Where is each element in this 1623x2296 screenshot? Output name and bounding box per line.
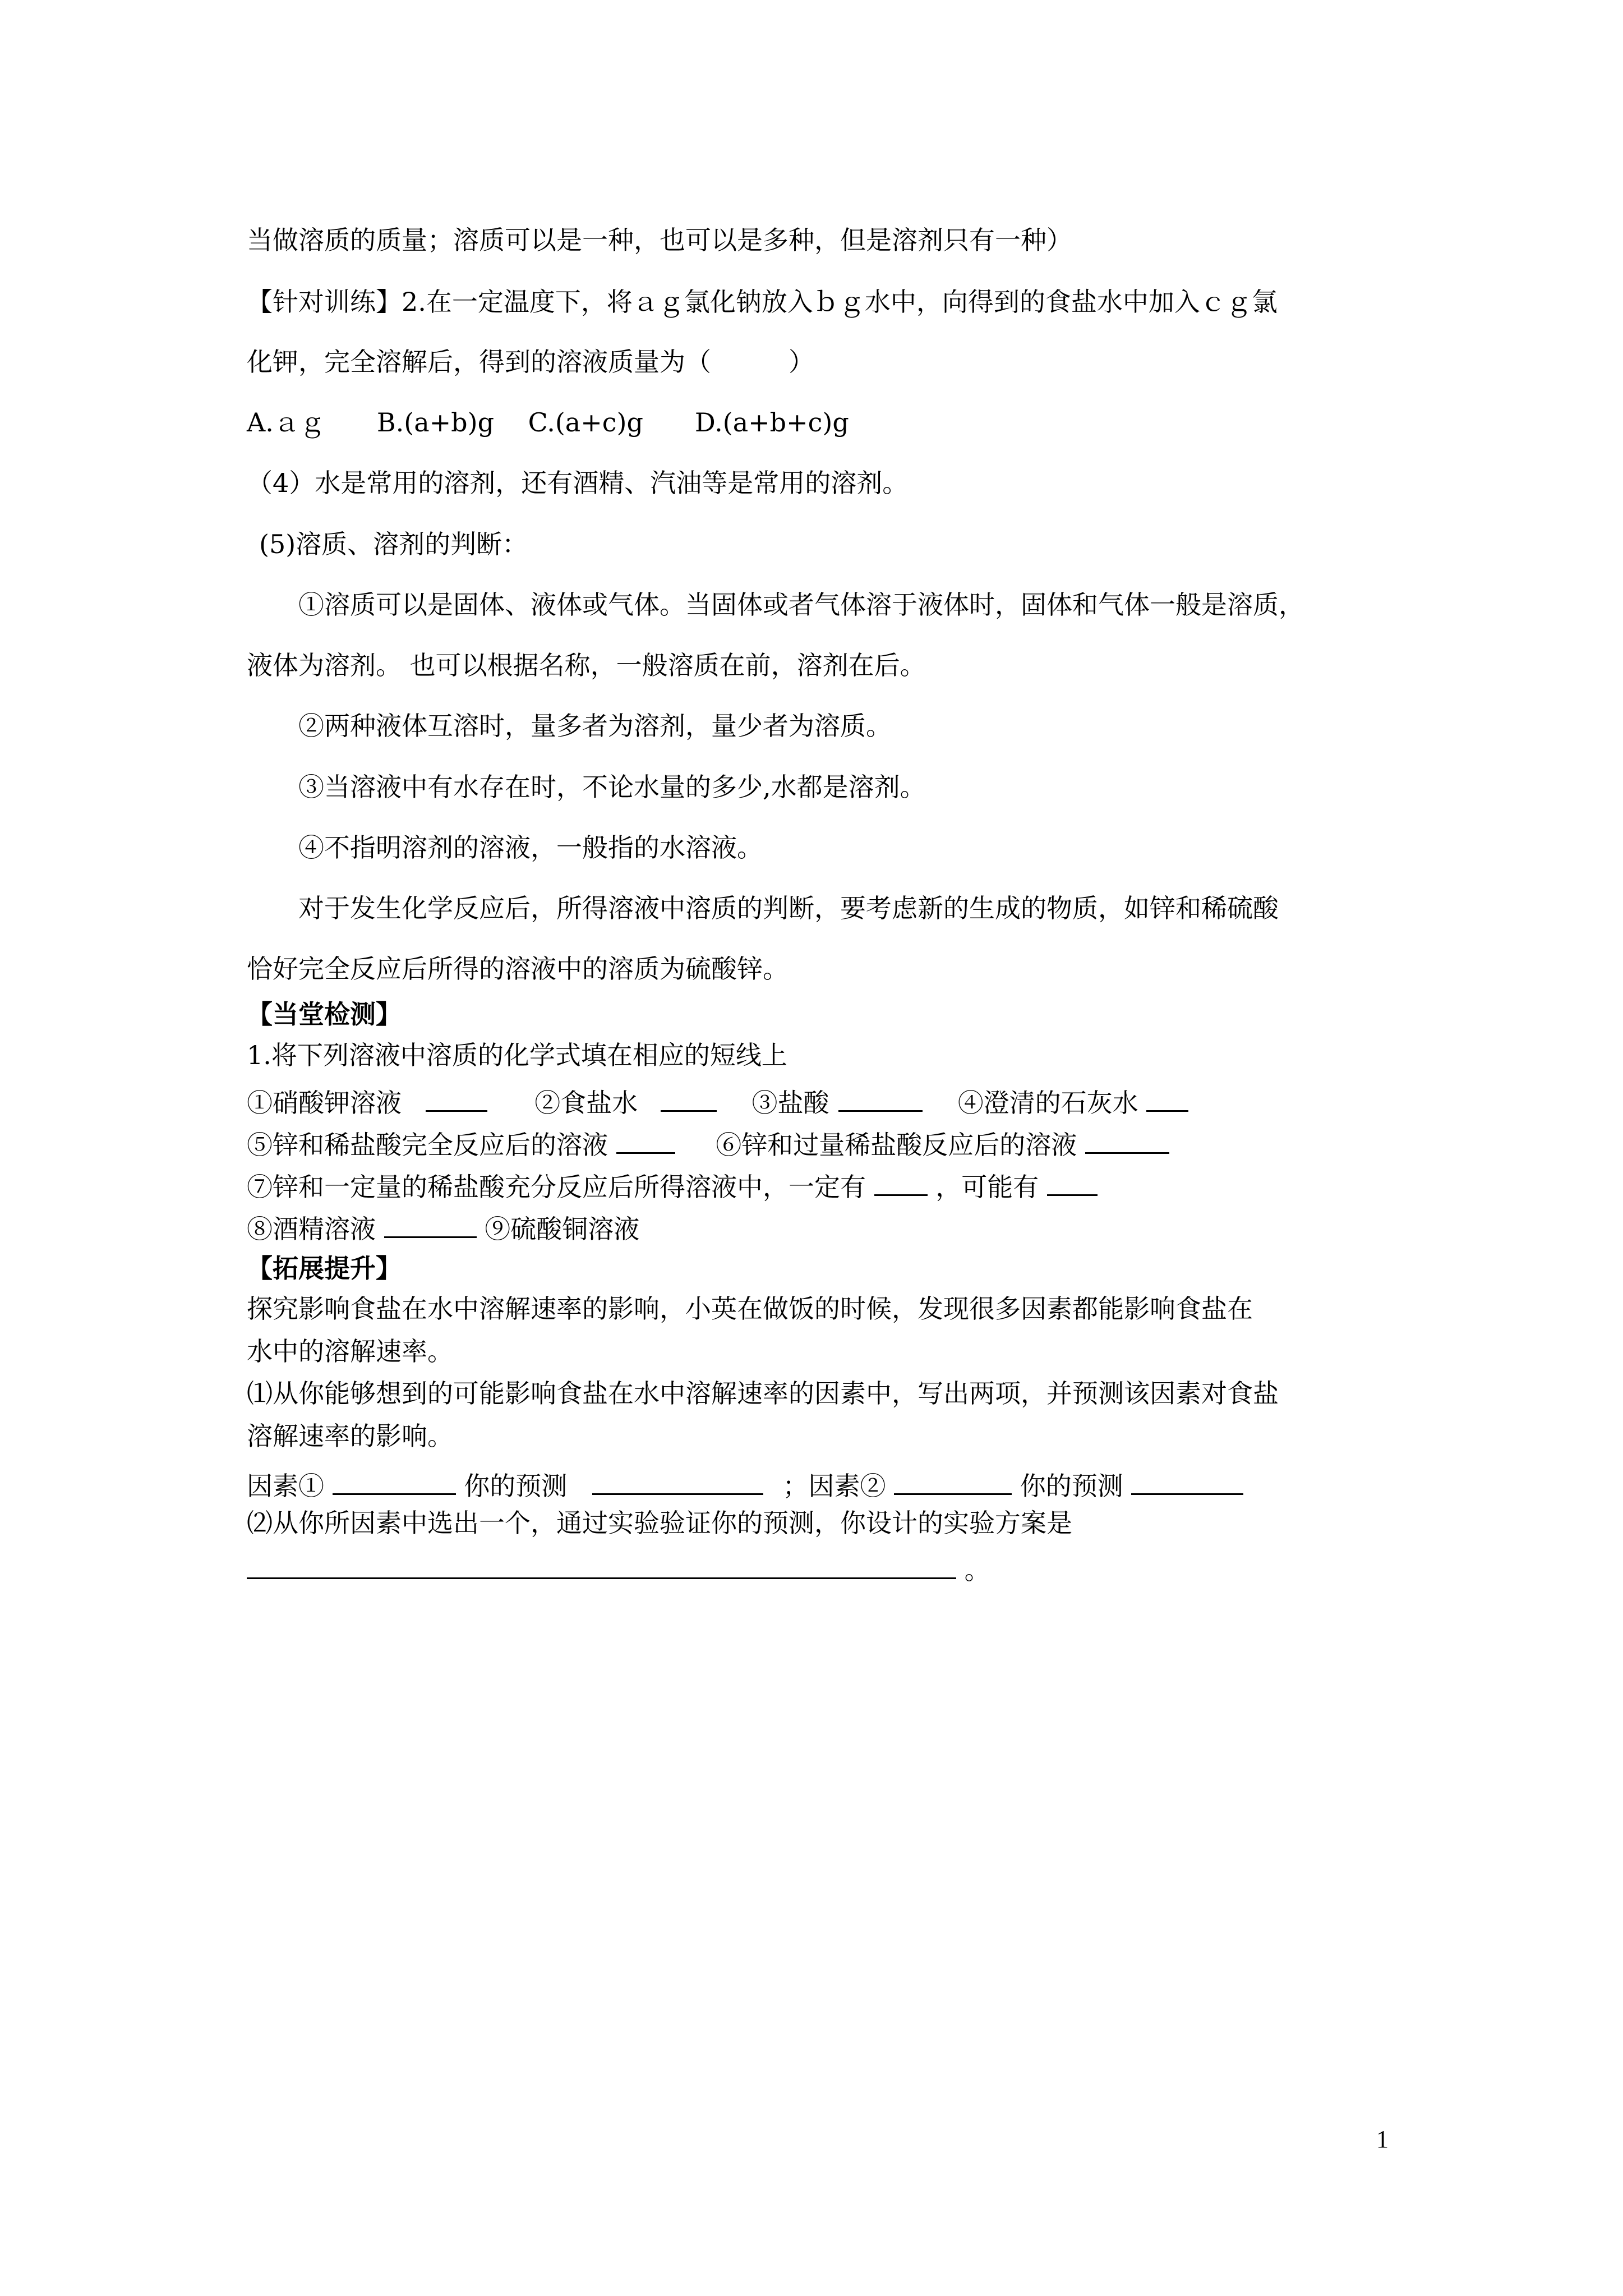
answer-blank[interactable] [1085, 1128, 1169, 1154]
question-text: 1.将下列溶液中溶质的化学式填在相应的短线上 [247, 1040, 787, 1070]
answer-blank[interactable] [1146, 1085, 1188, 1112]
question-item: ②食盐水 [534, 1088, 638, 1118]
sentence-end: 。 [964, 1555, 990, 1585]
question-item: ④澄清的石灰水 [957, 1088, 1138, 1118]
question-item: 你的预测 [1020, 1471, 1123, 1501]
text-line: 水中的溶解速率。 [247, 1336, 453, 1366]
text-line: ④不指明溶剂的溶液，一般指的水溶液。 [298, 832, 763, 863]
text-line: ③当溶液中有水存在时，不论水量的多少,水都是溶剂。 [298, 772, 926, 802]
text-line: 液体为溶剂。 也可以根据名称，一般溶质在前，溶剂在后。 [247, 650, 926, 680]
section-heading: 【当堂检测】 [247, 999, 402, 1029]
answer-blank[interactable] [1047, 1170, 1098, 1196]
answer-blank[interactable] [616, 1128, 675, 1154]
answer-blank[interactable] [247, 1553, 956, 1579]
question-item: ⑥锌和过量稀盐酸反应后的溶液 [716, 1130, 1077, 1160]
answer-blank[interactable] [384, 1212, 477, 1238]
text-line: ①溶质可以是固体、液体或气体。当固体或者气体溶于液体时，固体和气体一般是溶质， [298, 590, 1304, 620]
answer-blank[interactable] [426, 1085, 487, 1112]
text-line: 当做溶质的质量；溶质可以是一种，也可以是多种，但是溶剂只有一种） [247, 225, 1072, 255]
question-item: ⑧酒精溶液 [247, 1214, 376, 1244]
text-line: 恰好完全反应后所得的溶液中的溶质为硫酸锌。 [247, 954, 789, 984]
page-number: 1 [1376, 2125, 1389, 2153]
fill-row [247, 1212, 639, 1242]
fill-row [247, 1128, 1169, 1158]
text-line: （4）水是常用的溶剂，还有酒精、汽油等是常用的溶剂。 [247, 468, 909, 498]
text-line: 探究影响食盐在水中溶解速率的影响，小英在做饭的时候，发现很多因素都能影响食盐在 [247, 1294, 1253, 1324]
text-line: (5)溶质、溶剂的判断： [259, 529, 528, 559]
answer-blank[interactable] [874, 1170, 928, 1196]
answer-options: A.ａｇ B.(a+b)g C.(a+c)g D.(a+b+c)g [247, 407, 849, 438]
answer-blank[interactable] [333, 1469, 456, 1495]
text-line: 对于发生化学反应后，所得溶液中溶质的判断，要考虑新的生成的物质，如锌和稀硫酸 [298, 893, 1279, 923]
text-line: 溶解速率的影响。 [247, 1421, 453, 1451]
text-line: 化钾，完全溶解后，得到的溶液质量为（ ） [247, 347, 814, 377]
question-item: ，可能有 [935, 1172, 1039, 1202]
question-item: 你的预测 [464, 1471, 568, 1501]
text-line: 【针对训练】2.在一定温度下，将ａｇ氯化钠放入ｂｇ水中，向得到的食盐水中加入ｃｇ氯 [247, 287, 1278, 317]
answer-blank[interactable] [838, 1085, 923, 1112]
fill-row [247, 1553, 990, 1583]
section-heading: 【拓展提升】 [247, 1253, 402, 1283]
question-item: ①硝酸钾溶液 [247, 1088, 402, 1118]
text-line: ⑴从你能够想到的可能影响食盐在水中溶解速率的因素中，写出两项，并预测该因素对食盐 [247, 1378, 1279, 1409]
answer-blank[interactable] [592, 1469, 763, 1495]
question-item: ③盐酸 [751, 1088, 829, 1118]
fill-row [247, 1469, 1243, 1499]
text-line: ⑵从你所因素中选出一个，通过实验验证你的预测，你设计的实验方案是 [247, 1508, 1072, 1538]
question-item: ⑦锌和一定量的稀盐酸充分反应后所得溶液中，一定有 [247, 1172, 866, 1202]
answer-blank[interactable] [1131, 1469, 1243, 1495]
answer-blank[interactable] [661, 1085, 717, 1112]
fill-row [247, 1170, 1098, 1200]
text-line: ②两种液体互溶时，量多者为溶剂，量少者为溶质。 [298, 711, 892, 741]
question-item: ；因素② [782, 1471, 886, 1501]
question-item: 因素① [247, 1471, 324, 1501]
question-item: ⑨硫酸铜溶液 [485, 1214, 640, 1244]
fill-row [247, 1085, 1188, 1116]
question-item: ⑤锌和稀盐酸完全反应后的溶液 [247, 1130, 608, 1160]
answer-blank[interactable] [894, 1469, 1012, 1495]
